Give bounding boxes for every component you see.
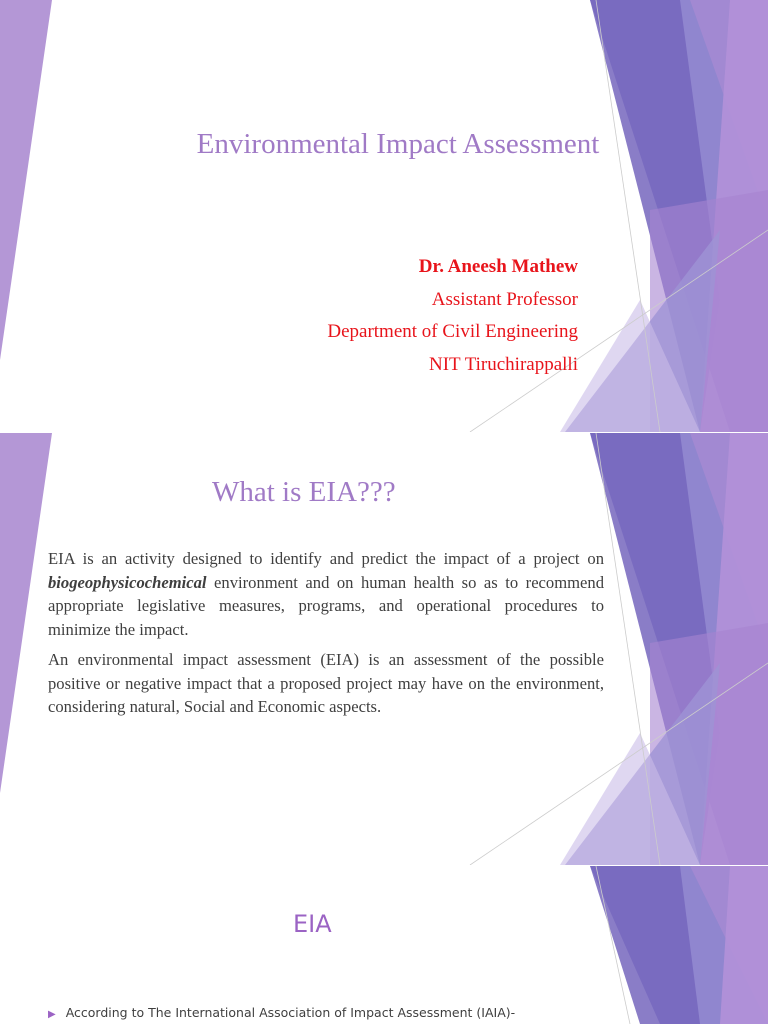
slide-2-title: What is EIA???	[212, 476, 396, 508]
para1-end: environment and on human health so as to recommend appropriate legislative measures, programs, and operational procedures to minimize the impact.	[48, 572, 604, 639]
slide-1-decoration	[0, 0, 768, 432]
author-department: Department of Civil Engineering	[327, 321, 578, 342]
author-name: Dr. Aneesh Mathew	[418, 256, 578, 277]
eia-definition-paragraph	[48, 547, 604, 641]
para1-start: EIA is an activity designed to identify and predict the impact of a project on	[48, 549, 604, 568]
slide-1	[0, 0, 768, 432]
slide-3-decoration	[0, 866, 768, 1024]
slide-3-title: EIA	[293, 910, 332, 938]
author-position: Assistant Professor	[431, 289, 578, 310]
presentation-title: Environmental Impact Assessment	[196, 128, 600, 160]
emphasized-term: biogeophysicochemical	[48, 572, 207, 592]
bullet-item	[48, 1005, 515, 1020]
bullet-text: According to The International Association of Impact Assessment (IAIA)-	[65, 1005, 516, 1020]
slide-3	[0, 866, 768, 1024]
eia-assessment-paragraph: An environmental impact assessment (EIA) is an assessment of the possible positive or negative impact that a proposed project may have on the environment, considering natural, Social and Economic aspects.	[48, 650, 604, 717]
bullet-arrow-icon: ▶	[48, 1009, 56, 1020]
author-institute: NIT Tiruchirappalli	[428, 354, 578, 375]
